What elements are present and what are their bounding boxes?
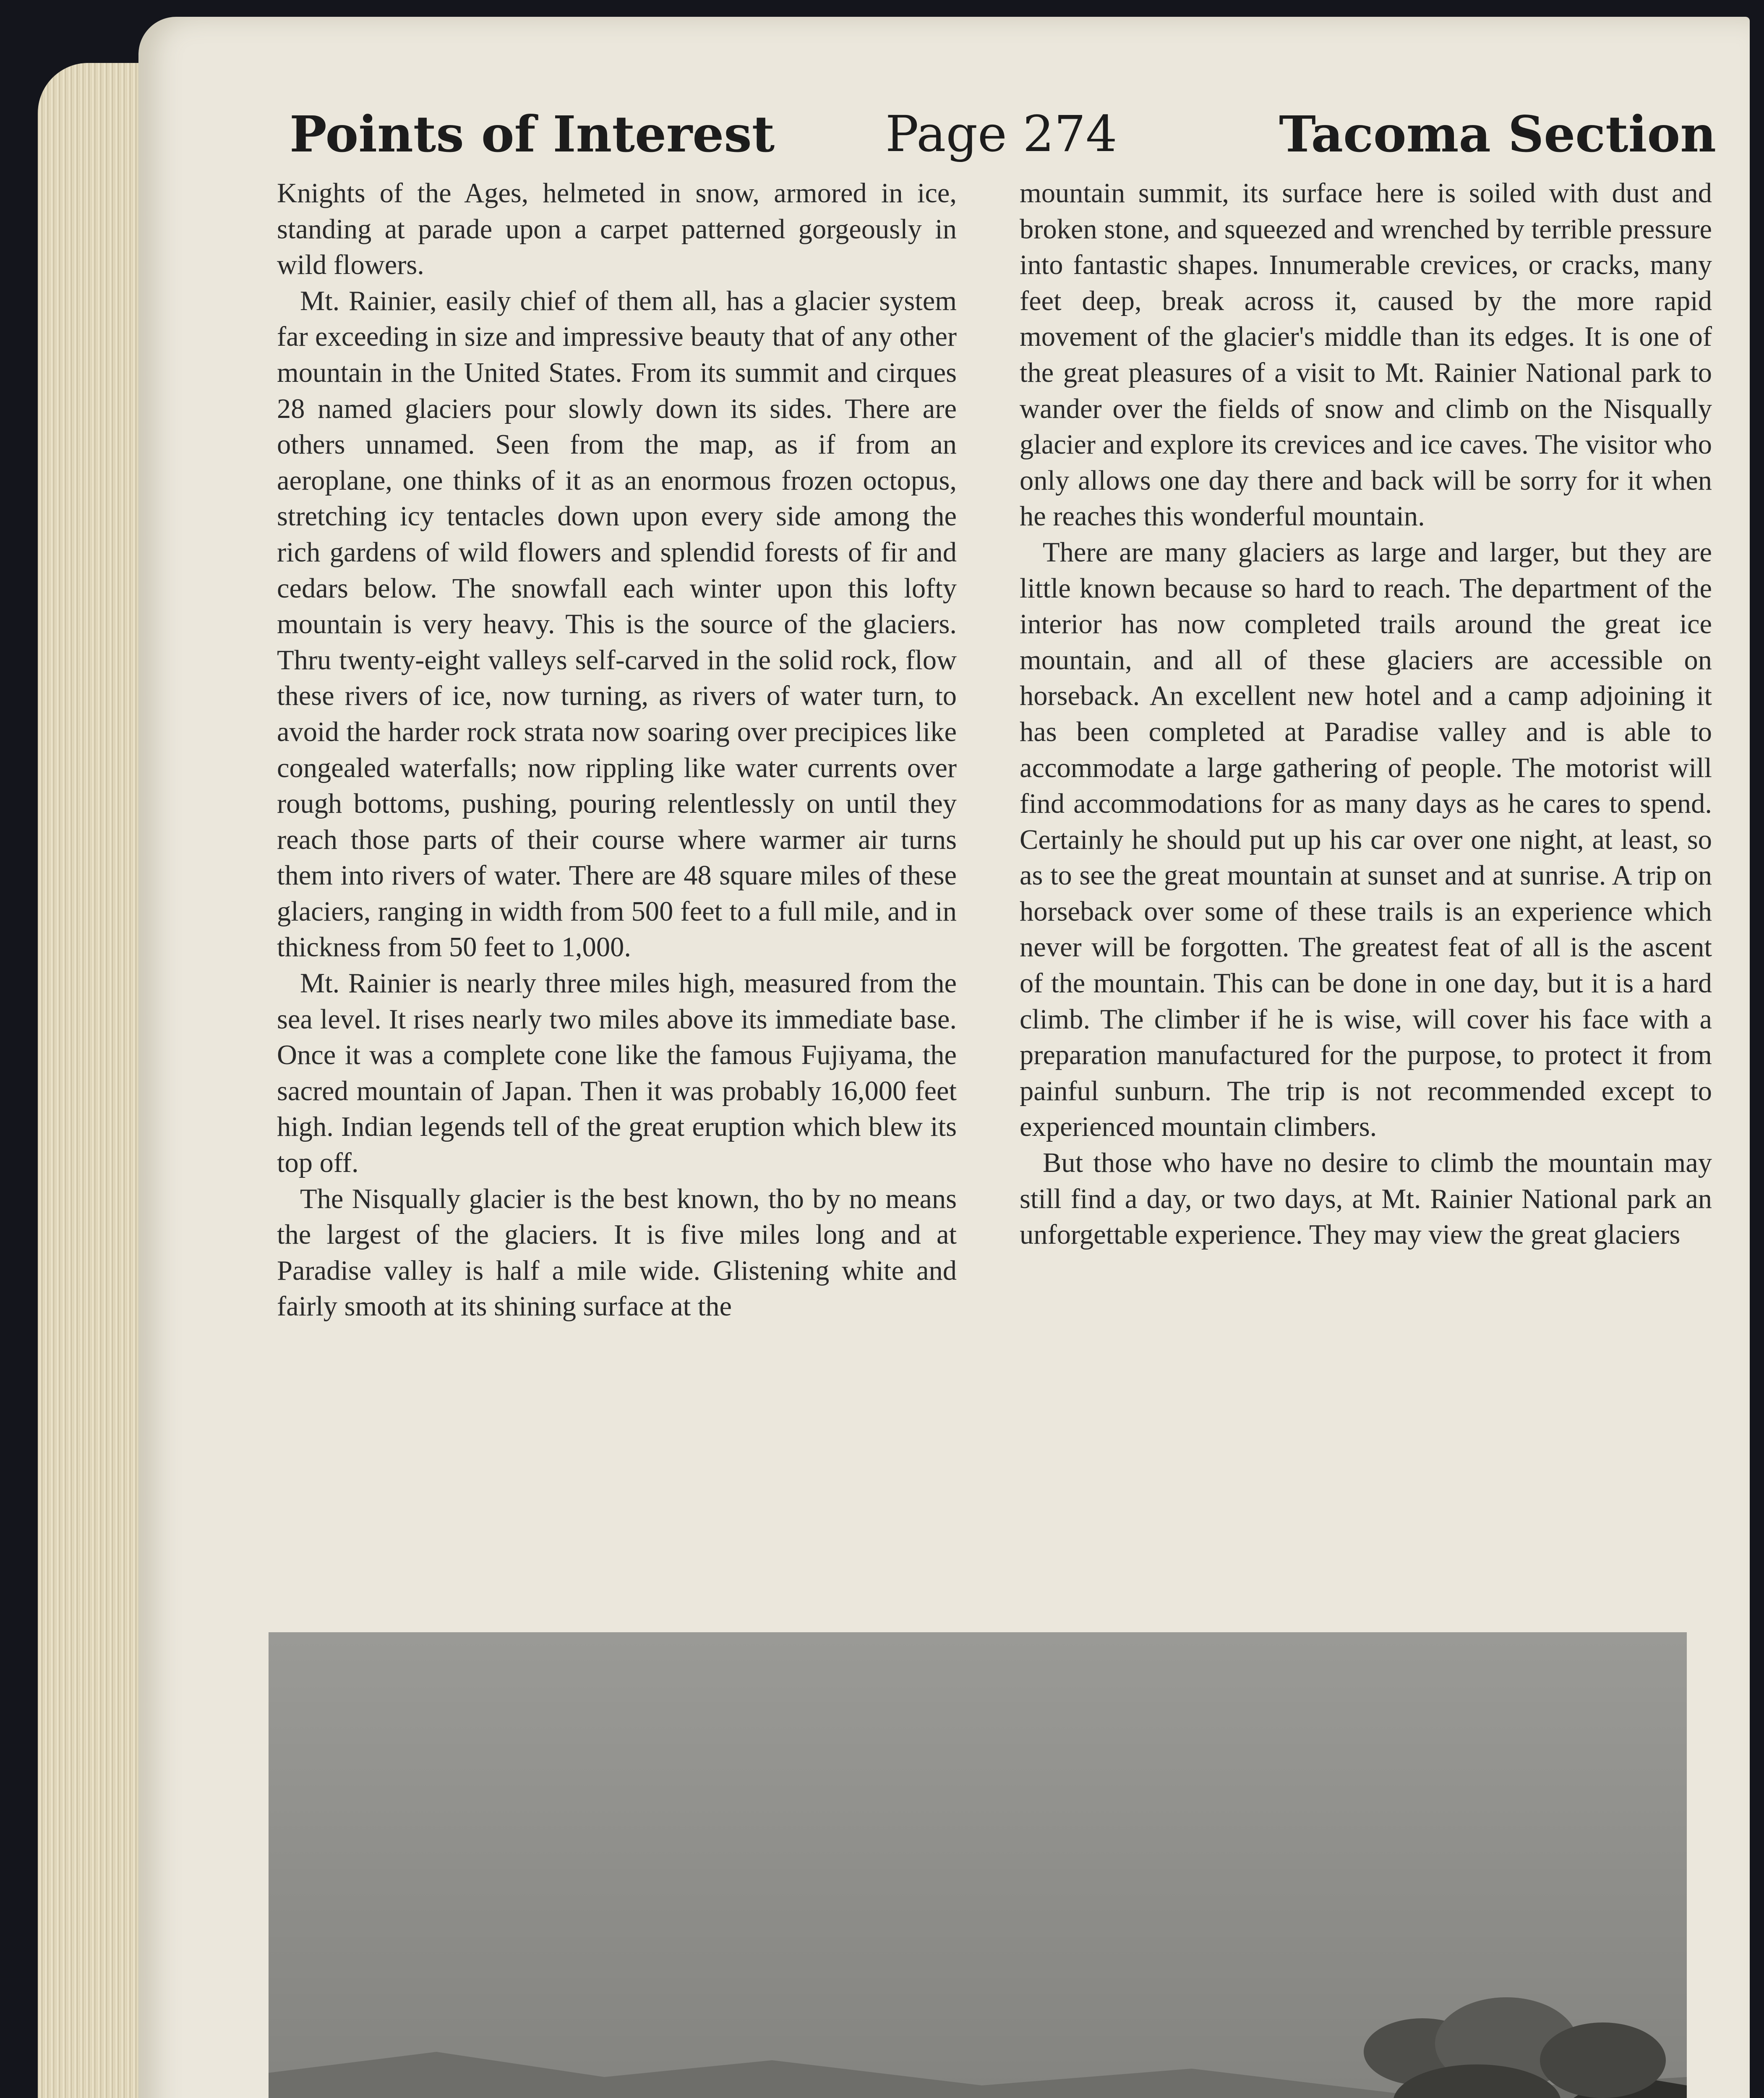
header-section-name: Tacoma Section: [1279, 105, 1716, 163]
paragraph: Mt. Rainier is nearly three miles high, measured from the sea level. It rises nearly two miles above its immediate base. Once it was a complete cone like the famous Fujiyama, the sacred mountain of Japan. Then it was probably 16,000 feet high. Indian legends tell of the great eruption which blew its top off.: [277, 968, 957, 1179]
right-text-column: [1020, 175, 1712, 1253]
paragraph: mountain summit, its surface here is soiled with dust and broken stone, and squeezed and wrenched by terrible pressure into fantastic shapes. Innumerable crevices, or cracks, many feet deep, break across it, caused by the more rapid movement of the glacier's middle than its edges. It is one of the great pleasures of a visit to Mt. Rainier National park to wander over the fields of snow and climb on the Nisqually glacier and explore its crevices and ice caves. The visitor who only allows one day there and back will be sorry for it when he reaches this wonderful mountain.: [1020, 178, 1712, 532]
header-page-number: Page 274: [885, 105, 1117, 163]
left-text-column: [277, 175, 957, 1325]
glacier-photograph: [269, 1632, 1687, 2098]
paragraph: But those who have no desire to climb the mountain may still find a day, or two days, at Mt. Rainier National park an unforgettable experience. They may view the great glaciers: [1020, 1148, 1712, 1250]
paragraph: There are many glaciers as large and larger, but they are little known because so hard to reach. The department of the interior has now completed trails around the great ice mountain, and all of these glaciers are accessible on horseback. An excellent new hotel and a camp adjoining it has been completed at Paradise valley and is able to accommodate a large gathering of people. The motorist will find accommodations for as many days as he cares to spend. Certainly he should put up his car over one night, at least, so as to see the great mountain at sunset and at sunrise. A trip on horseback over some of these trails is an experience which never will be forgotten. The greatest feat of all is the ascent of the mountain. This can be done in one day, but it is a hard climb. The climber if he is wise, will cover his face with a preparation manufactured for the purpose, to protect it from painful sunburn. The trip is not recommended except to experienced mountain climbers.: [1020, 537, 1712, 1143]
glacier-photo-illustration: [269, 1632, 1687, 2098]
paragraph: Mt. Rainier, easily chief of them all, has a glacier system far exceeding in size and impressive beauty that of any other mountain in the United States. From its summit and cirques 28 named glaciers pour slowly down its sides. There are others unnamed. Seen from the map, as if from an aeroplane, one thinks of it as an enormous frozen octopus, stretching icy tentacles down upon every side among the rich gardens of wild flowers and splendid forests of fir and cedars below. The snowfall each winter upon this lofty mountain is very heavy. This is the source of the glaciers. Thru twenty-eight valleys self-carved in the solid rock, flow these rivers of ice, now turning, as rivers of water turn, to avoid the harder rock strata now soaring over precipices like congealed waterfalls; now rippling like water currents over rough bottoms, pushing, pouring relentlessly on until they reach those parts of their course where warmer air turns them into rivers of water. There are 48 square miles of these glaciers, ranging in width from 500 feet to a full mile, and in thickness from 50 feet to 1,000.: [277, 285, 957, 963]
header-section-title: Points of Interest: [290, 105, 775, 163]
page-header: [290, 105, 1716, 168]
paragraph: Knights of the Ages, helmeted in snow, armored in ice, standing at parade upon a carpet patterned gorgeously in wild flowers.: [277, 178, 957, 281]
paragraph: The Nisqually glacier is the best known, tho by no means the largest of the glaciers. It is five miles long and at Paradise valley is half a mile wide. Glistening white and fairly smooth at its shining surface at the: [277, 1183, 957, 1322]
